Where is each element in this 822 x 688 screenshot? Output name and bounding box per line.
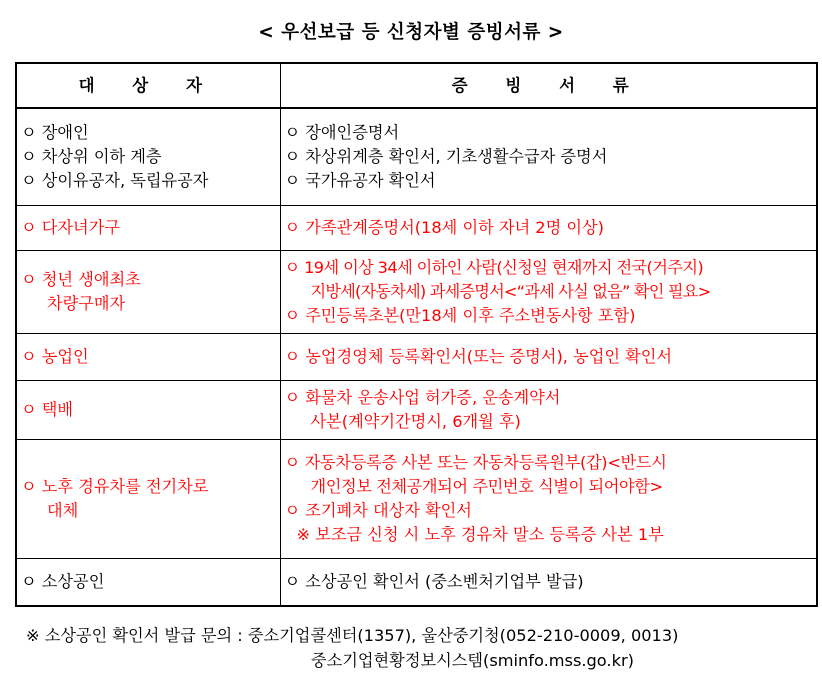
header-docs: 증 빙 서 류 (280, 63, 817, 108)
table-row (16, 251, 817, 334)
doc-line: ㅇ 장애인증명서 (284, 123, 400, 142)
doc-line: ㅇ 자동차등록증 사본 또는 자동차등록원부(갑)<반드시 (284, 453, 667, 472)
doc-line: 지방세(자동차세) 과세증명서<“과세 사실 없음” 확인 필요> (310, 282, 711, 301)
docs-cell (280, 381, 817, 440)
target-cell (16, 559, 280, 607)
target-cell (16, 440, 280, 559)
footer-note (26, 623, 678, 673)
target-line: ㅇ 노후 경유차를 전기차로 (21, 477, 209, 496)
target-cell (16, 206, 280, 251)
docs-cell (280, 440, 817, 559)
doc-line: ㅇ 19세 이상 34세 이하인 사람(신청일 현재까지 전국(거주지) (284, 258, 704, 277)
doc-line: ㅇ 가족관계증명서(18세 이하 자녀 2명 이상) (284, 218, 604, 237)
target-line: 대체 (47, 501, 79, 520)
table-row (16, 381, 817, 440)
target-line: ㅇ 청년 생애최초 (21, 270, 141, 289)
target-line: ㅇ 차상위 이하 계층 (21, 147, 162, 166)
footer-line-1: ※ 소상공인 확인서 발급 문의 : 중소기업콜센터(1357), 울산중기청(052-210-0009, 0013) (26, 626, 679, 645)
target-line: ㅇ 농업인 (21, 347, 89, 366)
document-table (15, 62, 818, 607)
doc-line: ㅇ 소상공인 확인서 (중소벤처기업부 발급) (284, 572, 584, 591)
page-title: < 우선보급 등 신청자별 증빙서류 > (258, 22, 564, 43)
target-cell (16, 381, 280, 440)
footer-line-2: 중소기업현황정보시스템(sminfo.mss.go.kr) (311, 651, 634, 670)
doc-line: ㅇ 차상위계층 확인서, 기초생활수급자 증명서 (284, 147, 608, 166)
table-row (16, 440, 817, 559)
target-line: 차량구매자 (47, 294, 126, 313)
table-header-row (16, 63, 817, 108)
target-line: ㅇ 다자녀가구 (21, 218, 120, 237)
docs-cell (280, 251, 817, 334)
target-line: ㅇ 소상공인 (21, 572, 105, 591)
doc-line: 사본(계약기간명시, 6개월 후) (310, 412, 521, 431)
target-cell (16, 334, 280, 381)
table-row (16, 206, 817, 251)
target-line: ㅇ 상이유공자, 독립유공자 (21, 171, 209, 190)
target-cell (16, 108, 280, 206)
header-target: 대 상 자 (16, 63, 280, 108)
doc-line: ㅇ 화물차 운송사업 허가증, 운송계약서 (284, 388, 561, 407)
target-cell (16, 251, 280, 334)
doc-line: ㅇ 조기폐차 대상자 확인서 (284, 501, 472, 520)
doc-note: ※ 보조금 신청 시 노후 경유차 말소 등록증 사본 1부 (296, 525, 664, 544)
doc-line: ㅇ 주민등록초본(만18세 이후 주소변동사항 포함) (284, 306, 636, 325)
table-row (16, 559, 817, 607)
table-row (16, 334, 817, 381)
doc-line: ㅇ 국가유공자 확인서 (284, 171, 436, 190)
target-line: ㅇ 택배 (21, 400, 74, 419)
target-line: ㅇ 장애인 (21, 123, 89, 142)
doc-line: 개인정보 전체공개되어 주민번호 식별이 되어야함> (310, 477, 663, 496)
docs-cell (280, 334, 817, 381)
docs-cell (280, 206, 817, 251)
docs-cell (280, 108, 817, 206)
docs-cell (280, 559, 817, 607)
doc-line: ㅇ 농업경영체 등록확인서(또는 증명서), 농업인 확인서 (284, 347, 673, 366)
table-row (16, 108, 817, 206)
